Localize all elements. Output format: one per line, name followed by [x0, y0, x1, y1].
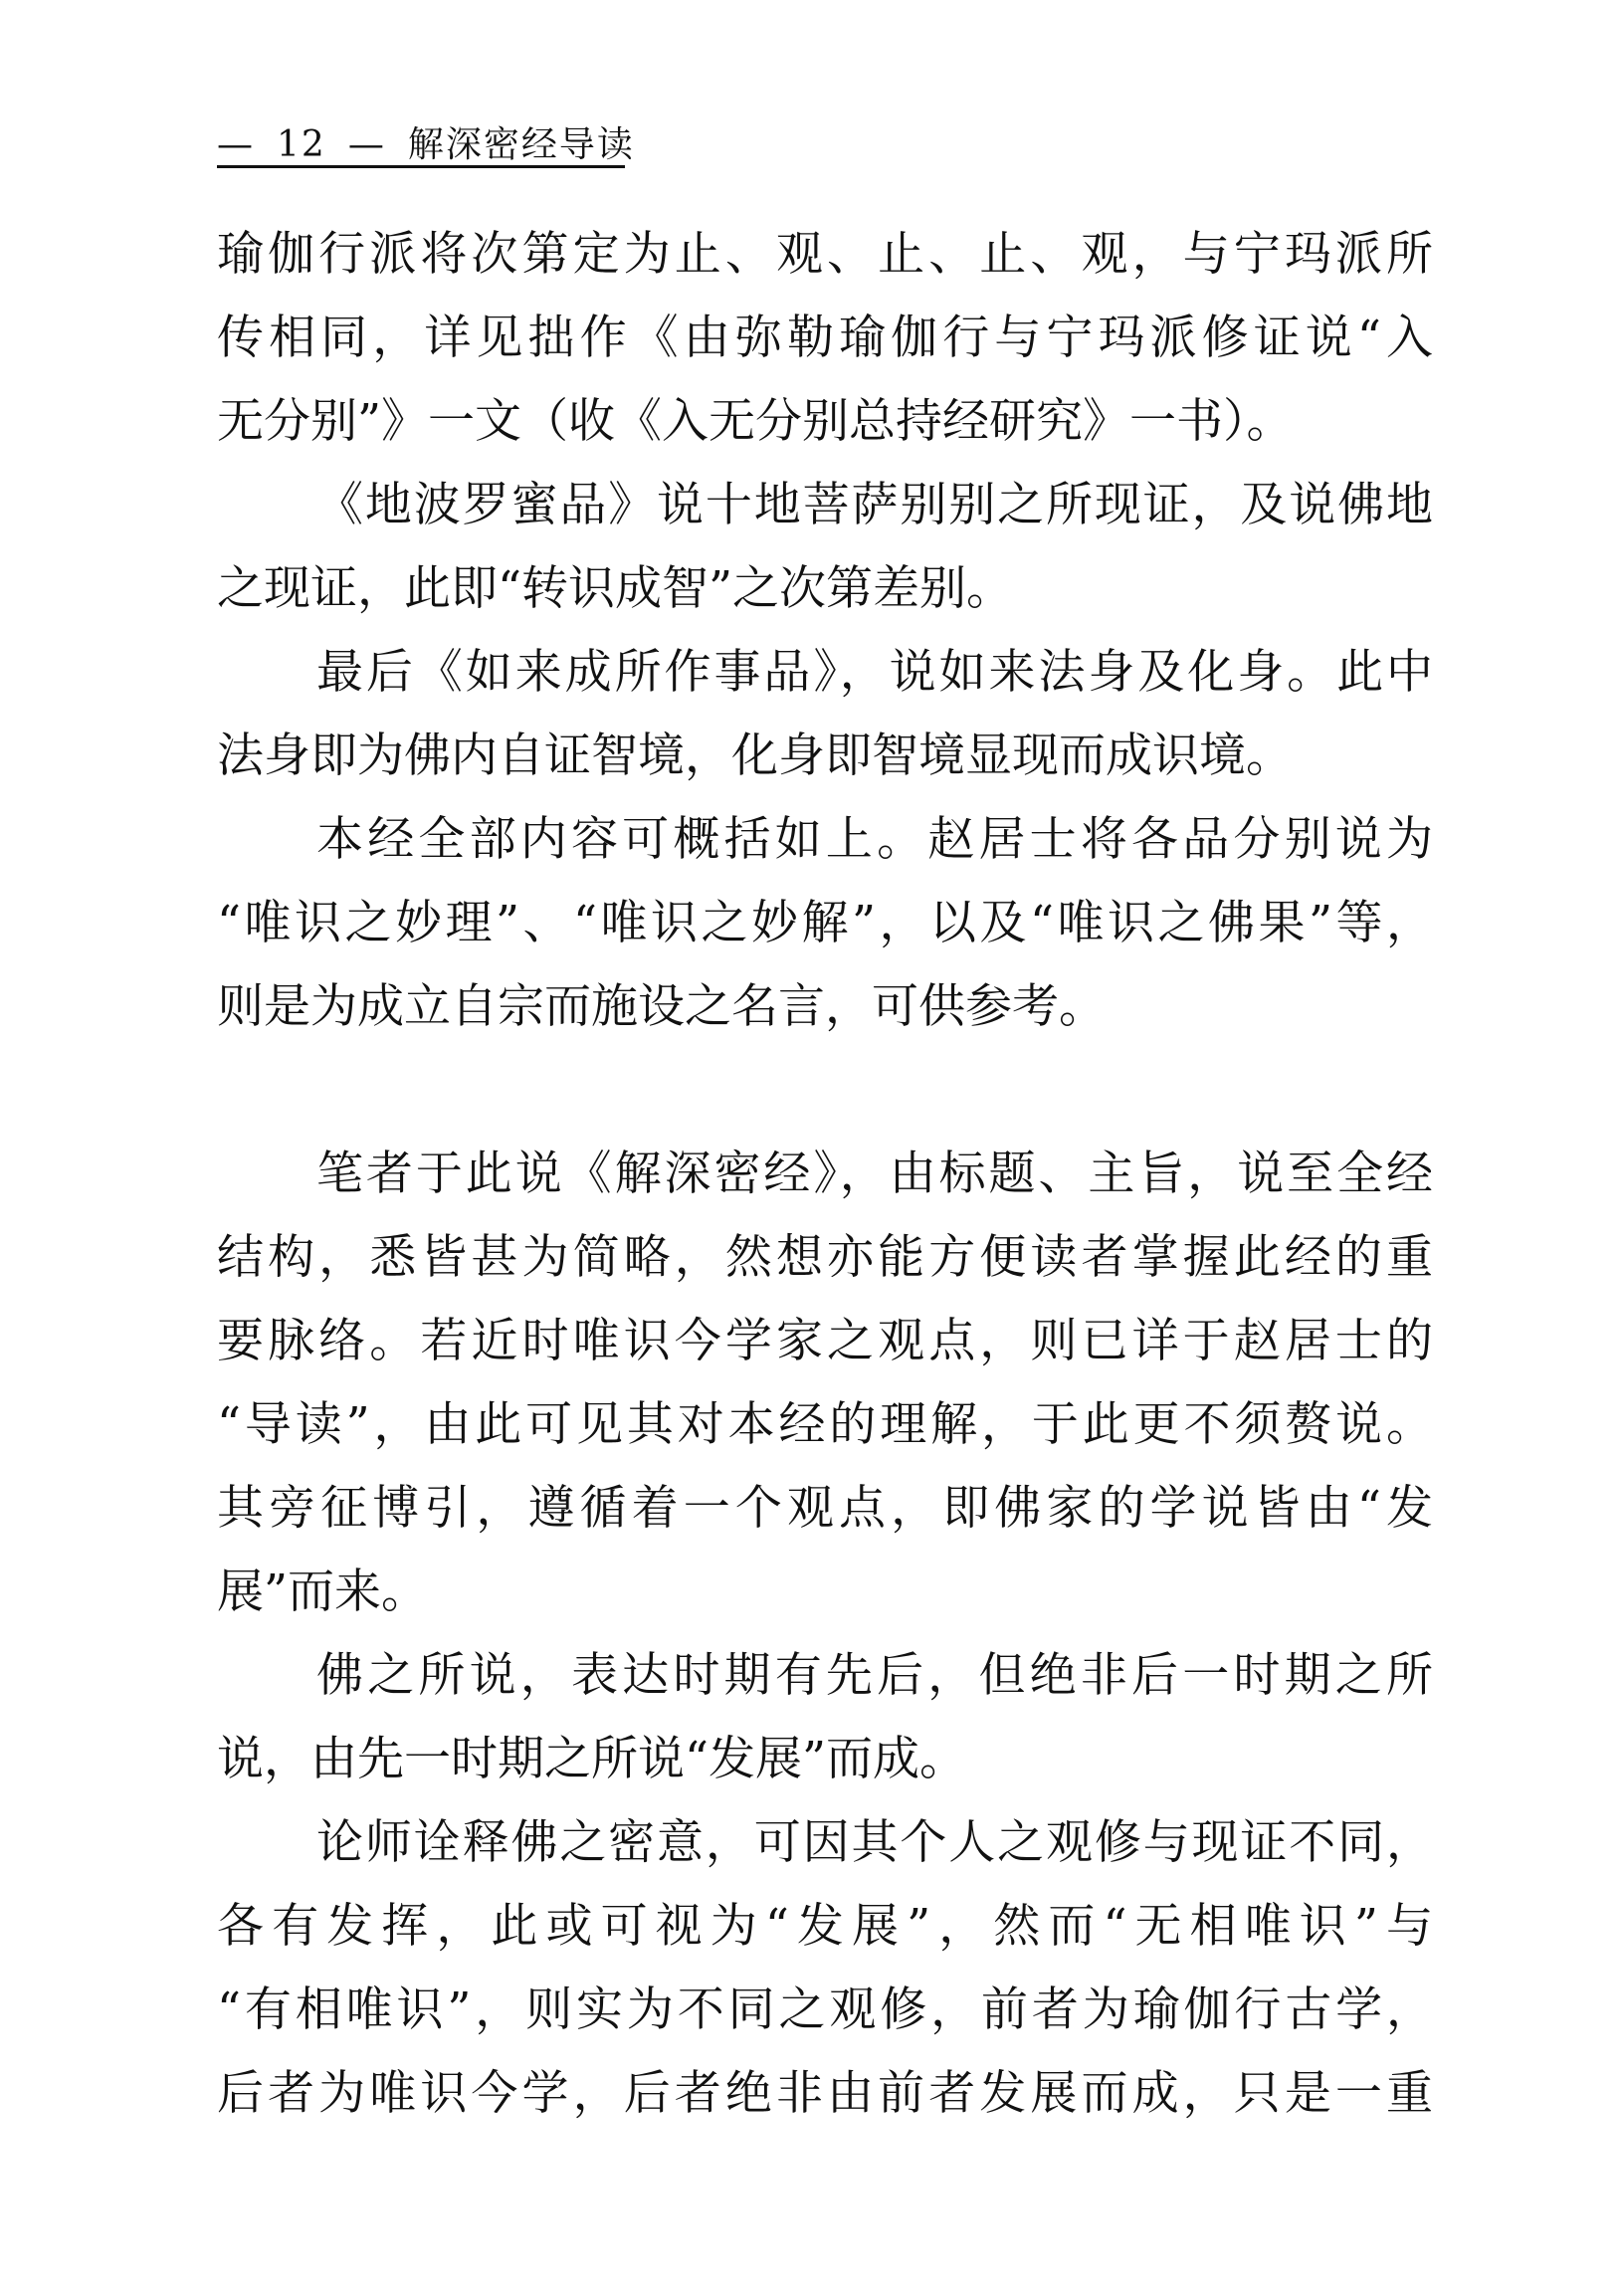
text-line: 后者为唯识今学，后者绝非由前者发展而成，只是一重 — [217, 2066, 1433, 2121]
text-line: 传相同，详见拙作《由弥勒瑜伽行与宁玛派修证说“入 — [217, 311, 1433, 365]
text-line: 说，由先一时期之所说“发展”而成。 — [217, 1732, 967, 1786]
text-line: 本经全部内容可概括如上。赵居士将各品分别说为 — [316, 812, 1433, 867]
page-number: 12 — [277, 124, 326, 165]
text-line: 则是为成立自宗而施设之名言，可供参考。 — [217, 979, 1106, 1034]
text-line: 之现证，此即“转识成智”之次第差别。 — [217, 561, 1014, 616]
text-line: 其旁征博引，遵循着一个观点，即佛家的学说皆由“发 — [217, 1481, 1433, 1536]
text-line: 《地波罗蜜品》说十地菩萨别别之所现证，及说佛地 — [316, 478, 1433, 532]
text-line: 要脉络。若近时唯识今学家之观点，则已详于赵居士的 — [217, 1314, 1433, 1368]
header-dash-right: — — [347, 124, 386, 165]
text-line: 结构，悉皆甚为简略，然想亦能方便读者掌握此经的重 — [217, 1230, 1433, 1285]
text-line: “导读”，由此可见其对本经的理解，于此更不须赘说。 — [217, 1397, 1433, 1452]
text-line: “唯识之妙理”、“唯识之妙解”，以及“唯识之佛果”等， — [217, 896, 1433, 950]
running-header — [217, 107, 635, 167]
text-line: 笔者于此说《解深密经》，由标题、主旨，说至全经 — [316, 1147, 1433, 1201]
text-line: 无分别”》一文（收《入无分别总持经研究》一书）。 — [217, 394, 1294, 449]
text-line: 法身即为佛内自证智境，化身即智境显现而成识境。 — [217, 729, 1293, 783]
text-line: 最后《如来成所作事品》，说如来法身及化身。此中 — [316, 645, 1433, 700]
text-line: “有相唯识”，则实为不同之观修，前者为瑜伽行古学， — [217, 1982, 1433, 2037]
header-rule — [217, 165, 625, 168]
text-line: 展”而来。 — [217, 1564, 429, 1619]
text-line: 佛之所说，表达时期有先后，但绝非后一时期之所 — [316, 1648, 1433, 1703]
text-line: 瑜伽行派将次第定为止、观、止、止、观，与宁玛派所 — [217, 227, 1433, 282]
text-line: 各有发挥，此或可视为“发展”，然而“无相唯识”与 — [217, 1899, 1433, 1954]
text-line: 论师诠释佛之密意，可因其个人之观修与现证不同， — [316, 1815, 1433, 1870]
header-dash-left: — — [217, 124, 255, 165]
book-title: 解深密经导读 — [407, 124, 635, 165]
